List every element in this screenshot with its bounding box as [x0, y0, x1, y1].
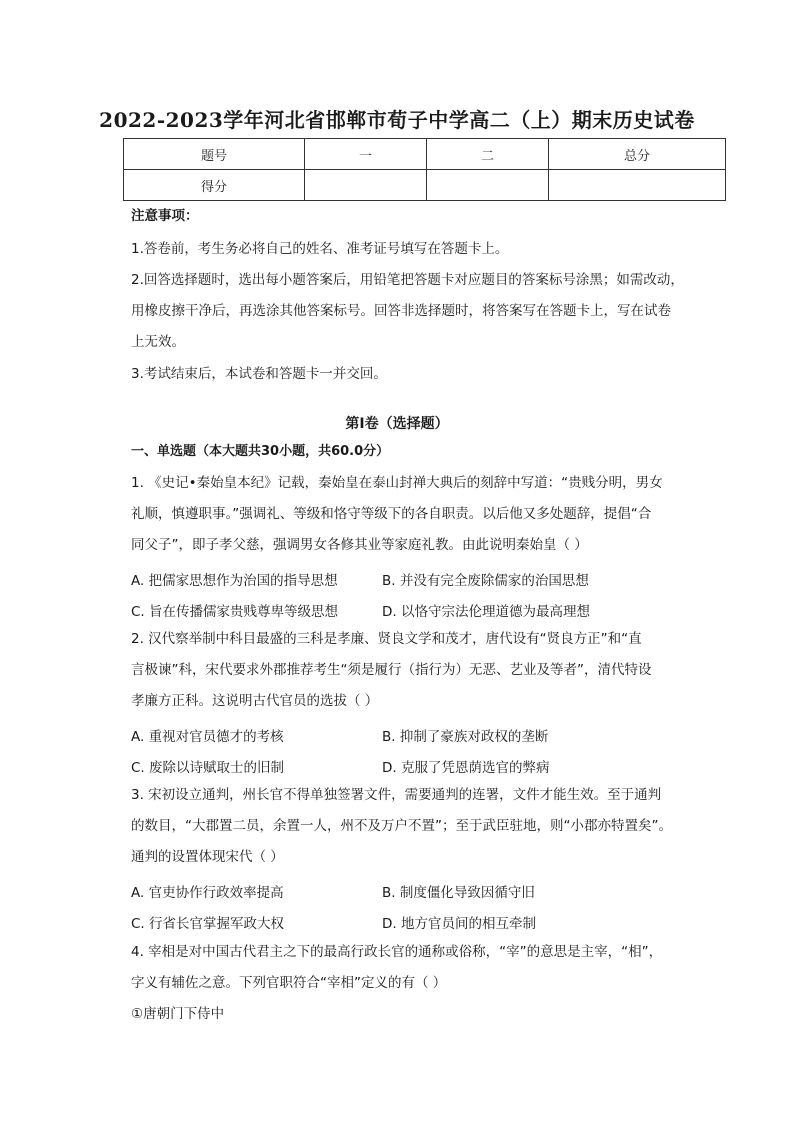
question-2-option-b: B. 抑制了豪族对政权的垄断 — [382, 729, 549, 745]
question-2-line: 言极谏”科，宋代要求外郡推荐考生“须是履行（指行为）无恶、艺业及等者”，清代特设 — [131, 662, 652, 678]
score-header-cell: 二 — [427, 139, 549, 170]
question-3-line: 3. 宋初设立通判，州长官不得单独签署文件，需要通判的连署，文件才能生效。至于通判 — [131, 787, 662, 803]
score-header-cell: 题号 — [124, 139, 305, 170]
score-table-header-row — [124, 139, 726, 170]
question-4-line: ①唐朝门下侍中 — [131, 1006, 225, 1022]
note-line: 1.答卷前，考生务必将自己的姓名、准考证号填写在答题卡上。 — [131, 241, 509, 257]
question-1-option-d: D. 以恪守宗法伦理道德为最高理想 — [382, 604, 590, 620]
score-cell — [427, 170, 549, 201]
question-2-option-d: D. 克服了凭恩荫选官的弊病 — [382, 760, 550, 776]
part-heading: 一、单选题（本大题共30小题，共60.0分） — [131, 444, 390, 459]
question-4-line: 字义有辅佐之意。下列官职符合“宰相”定义的有（ ） — [131, 975, 447, 991]
score-cell — [305, 170, 427, 201]
section-title: 第Ⅰ卷（选择题） — [345, 416, 449, 432]
note-line: 上无效。 — [131, 334, 185, 350]
question-3-option-c: C. 行省长官掌握军政大权 — [131, 916, 285, 932]
question-1-line: 同父子”，即子孝父慈，强调男女各修其业等家庭礼教。由此说明秦始皇（ ） — [131, 537, 588, 553]
score-cell — [549, 170, 726, 201]
score-table — [123, 138, 726, 201]
question-1-option-b: B. 并没有完全废除儒家的治国思想 — [382, 573, 589, 589]
question-4-line: 4. 宰相是对中国古代君主之下的最高行政长官的通称或俗称，“宰”的意思是主宰，“相”， — [131, 944, 663, 960]
question-2-line: 2. 汉代察举制中科目最盛的三科是孝廉、贤良文学和茂才，唐代设有“贤良方正”和“直 — [131, 631, 642, 647]
question-3-line: 的数目，“大郡置二员，余置一人，州不及万户不置”；至于武臣驻地，则“小郡亦特置矣”。 — [131, 818, 672, 834]
score-row-label: 得分 — [124, 170, 305, 201]
question-3-option-a: A. 官吏协作行政效率提高 — [131, 885, 284, 901]
question-1-option-a: A. 把儒家思想作为治国的指导思想 — [131, 573, 338, 589]
question-3-option-b: B. 制度僵化导致因循守旧 — [382, 885, 535, 901]
question-2-option-a: A. 重视对官员德才的考核 — [131, 729, 284, 745]
score-header-cell: 一 — [305, 139, 427, 170]
notes-heading: 注意事项： — [131, 208, 199, 224]
score-table-score-row — [124, 170, 726, 201]
question-3-line: 通判的设置体现宋代（ ） — [131, 849, 284, 865]
score-header-cell: 总分 — [549, 139, 726, 170]
question-1-line: 礼顺，慎遵职事。”强调礼、等级和恪守等级下的各自职责。以后他又多处题辞，提倡“合 — [131, 506, 652, 522]
note-line: 3.考试结束后，本试卷和答题卡一并交回。 — [131, 366, 387, 382]
question-3-option-d: D. 地方官员间的相互牵制 — [382, 916, 536, 932]
question-2-line: 孝廉方正科。这说明古代官员的选拔（ ） — [131, 693, 379, 709]
note-line: 用橡皮擦干净后，再选涂其他答案标号。回答非选择题时，将答案写在答题卡上，写在试卷 — [131, 303, 671, 319]
exam-title: 2022-2023学年河北省邯郸市荀子中学高二（上）期末历史试卷 — [99, 108, 695, 132]
question-2-option-c: C. 废除以诗赋取士的旧制 — [131, 760, 285, 776]
note-line: 2.回答选择题时，选出每小题答案后，用铅笔把答题卡对应题目的答案标号涂黑；如需改动， — [131, 272, 684, 288]
question-1-line: 1. 《史记•秦始皇本纪》记载，秦始皇在泰山封禅大典后的刻辞中写道：“贵贱分明，男女 — [131, 475, 663, 491]
question-1-option-c: C. 旨在传播儒家贵贱尊卑等级思想 — [131, 604, 339, 620]
